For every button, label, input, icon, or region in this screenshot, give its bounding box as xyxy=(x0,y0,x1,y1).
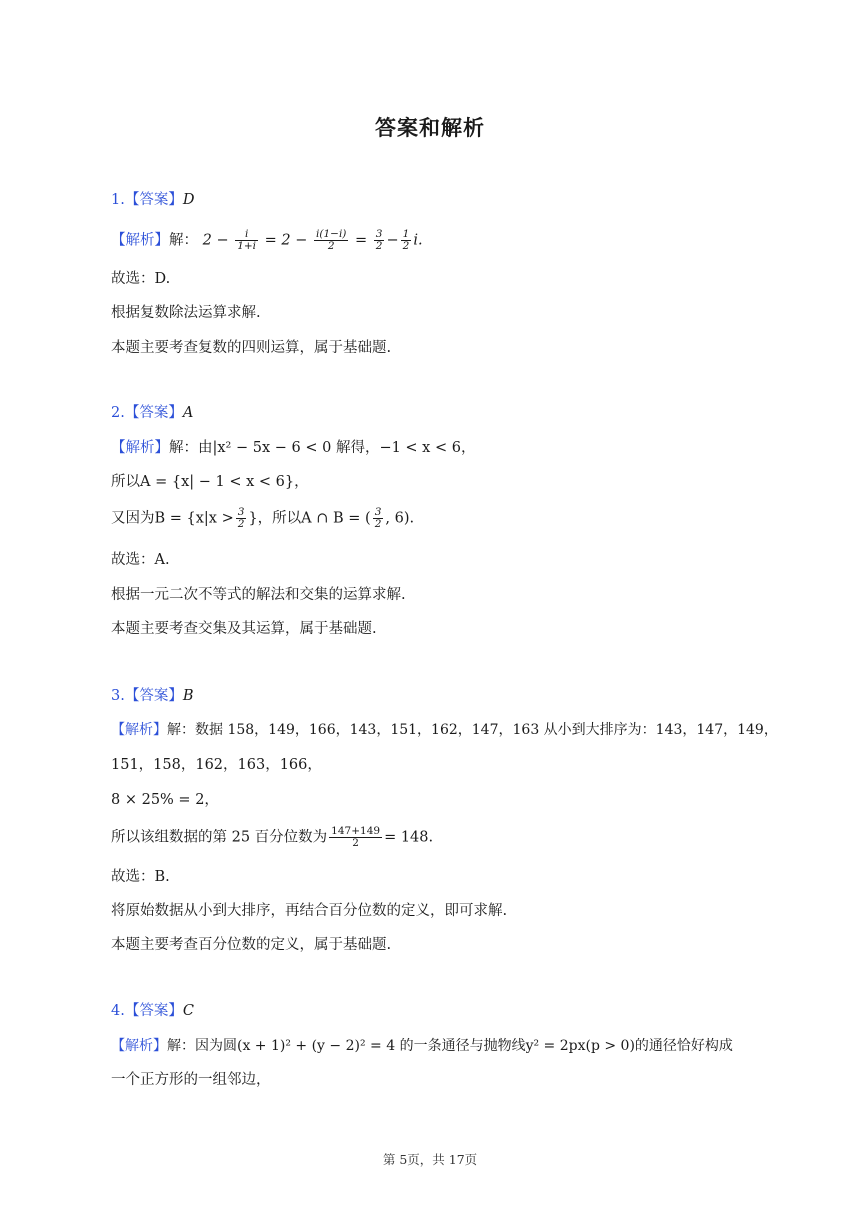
q1-method: 根据复数除法运算求解. xyxy=(111,305,261,321)
q3-choose: 故选：B. xyxy=(111,869,170,885)
q1-analysis-label: 【解析】 xyxy=(111,232,169,249)
q2-frac-2 xyxy=(373,507,384,530)
q2-line-3-a: 又因为B = {x|x > xyxy=(111,510,234,527)
q2-frac-2-den: 2 xyxy=(374,518,382,530)
q3-analysis-label: 【解析】 xyxy=(111,722,167,738)
q2-answer-label: 【答案】 xyxy=(124,405,183,421)
q4-answer-label: 【答案】 xyxy=(124,1003,183,1019)
q1-frac-3 xyxy=(374,229,385,252)
q1-frac-1-num: i xyxy=(235,229,258,241)
q3-line-4-a: 所以该组数据的第 25 百分位数为 xyxy=(111,829,328,846)
q2-frac-2-num: 3 xyxy=(374,506,382,518)
q2-solution-line-1 xyxy=(111,437,475,459)
q1-choose: 故选：D. xyxy=(111,271,171,287)
q3-comment: 本题主要考查百分位数的定义，属于基础题. xyxy=(111,937,392,953)
q2-frac-1 xyxy=(236,507,247,530)
q1-eq-d: − xyxy=(386,232,399,249)
q3-line-3: 8 × 25% = 2， xyxy=(111,792,219,808)
q1-answer-value: D xyxy=(182,192,195,208)
q1-frac-3-num: 3 xyxy=(375,228,383,240)
q1-frac-1 xyxy=(235,229,258,252)
q3-solution-line-1 xyxy=(111,719,778,741)
q4-answer-value: C xyxy=(182,1003,194,1019)
q1-comment: 本题主要考查复数的四则运算，属于基础题. xyxy=(111,340,392,356)
q2-line-2: 所以A = {x| − 1 < x < 6}， xyxy=(111,474,309,490)
q4-line-1: 解：因为圆(x + 1)² + (y − 2)² = 4 的一条通径与抛物线y² = 2px(p > 0)的通径恰好构成 xyxy=(167,1038,733,1054)
q4-line-2: 一个正方形的一组邻边， xyxy=(111,1072,271,1088)
q2-line-3-c: , 6). xyxy=(385,510,415,527)
q1-eq-b: = 2 − xyxy=(264,232,308,249)
q2-line-1: 解：由|x² − 5x − 6 < 0 解得，−1 < x < 6， xyxy=(169,440,476,456)
q2-analysis-label: 【解析】 xyxy=(111,440,169,456)
q3-answer-line xyxy=(111,685,194,707)
q1-sol-prefix: 解： xyxy=(169,232,198,249)
q3-solution-line-4 xyxy=(111,826,433,849)
q3-line-1: 解：数据 158，149，166，143，151，162，147，163 从小到大排序为：143，147，149， xyxy=(167,722,778,738)
q1-frac-4-num: 1 xyxy=(402,228,410,240)
q3-frac-num: 147+149 xyxy=(331,825,381,837)
q2-answer-value: A xyxy=(182,405,194,421)
q1-eq-a: 2 − xyxy=(202,232,229,249)
q4-analysis-label: 【解析】 xyxy=(111,1038,167,1054)
q1-solution-line xyxy=(111,229,423,252)
q3-frac xyxy=(329,826,382,849)
page-footer: 第 5页，共 17页 xyxy=(382,1152,478,1167)
q1-frac-3-den: 2 xyxy=(375,240,383,252)
q2-method: 根据一元二次不等式的解法和交集的运算求解. xyxy=(111,587,406,603)
q2-answer-line xyxy=(111,402,193,424)
q4-solution-line-1 xyxy=(111,1035,733,1057)
q1-frac-4 xyxy=(401,229,412,252)
q3-method: 将原始数据从小到大排序，再结合百分位数的定义，即可求解. xyxy=(111,903,508,919)
q2-frac-1-den: 2 xyxy=(237,518,245,530)
q2-comment: 本题主要考查交集及其运算，属于基础题. xyxy=(111,621,377,637)
q3-frac-den: 2 xyxy=(352,837,359,849)
q2-frac-1-num: 3 xyxy=(237,506,245,518)
q2-solution-line-3 xyxy=(111,507,414,530)
q2-number: 2. xyxy=(111,405,125,421)
q3-answer-value: B xyxy=(182,688,194,704)
q1-frac-1-den: 1+i xyxy=(237,240,257,252)
q1-frac-4-den: 2 xyxy=(402,240,410,252)
q3-number: 3. xyxy=(111,688,125,704)
q1-number: 1. xyxy=(111,192,125,208)
q4-answer-line xyxy=(111,1000,194,1022)
q1-eq-e: i. xyxy=(413,232,423,249)
q1-answer-label: 【答案】 xyxy=(124,192,183,208)
q1-frac-2-num: i(1−i) xyxy=(316,228,347,240)
q2-choose: 故选：A. xyxy=(111,552,170,568)
q3-line-4-b: = 148. xyxy=(384,829,434,846)
q1-frac-2-den: 2 xyxy=(327,240,335,252)
q3-answer-label: 【答案】 xyxy=(124,688,183,704)
page-title: 答案和解析 xyxy=(375,116,485,140)
q1-eq-c: = xyxy=(355,232,368,249)
q1-answer-line xyxy=(111,189,194,211)
q4-number: 4. xyxy=(111,1003,125,1019)
q2-line-3-b: }，所以A ∩ B = ( xyxy=(248,510,371,527)
q1-frac-2 xyxy=(314,229,348,252)
q3-line-2: 151，158，162，163，166， xyxy=(111,757,322,773)
